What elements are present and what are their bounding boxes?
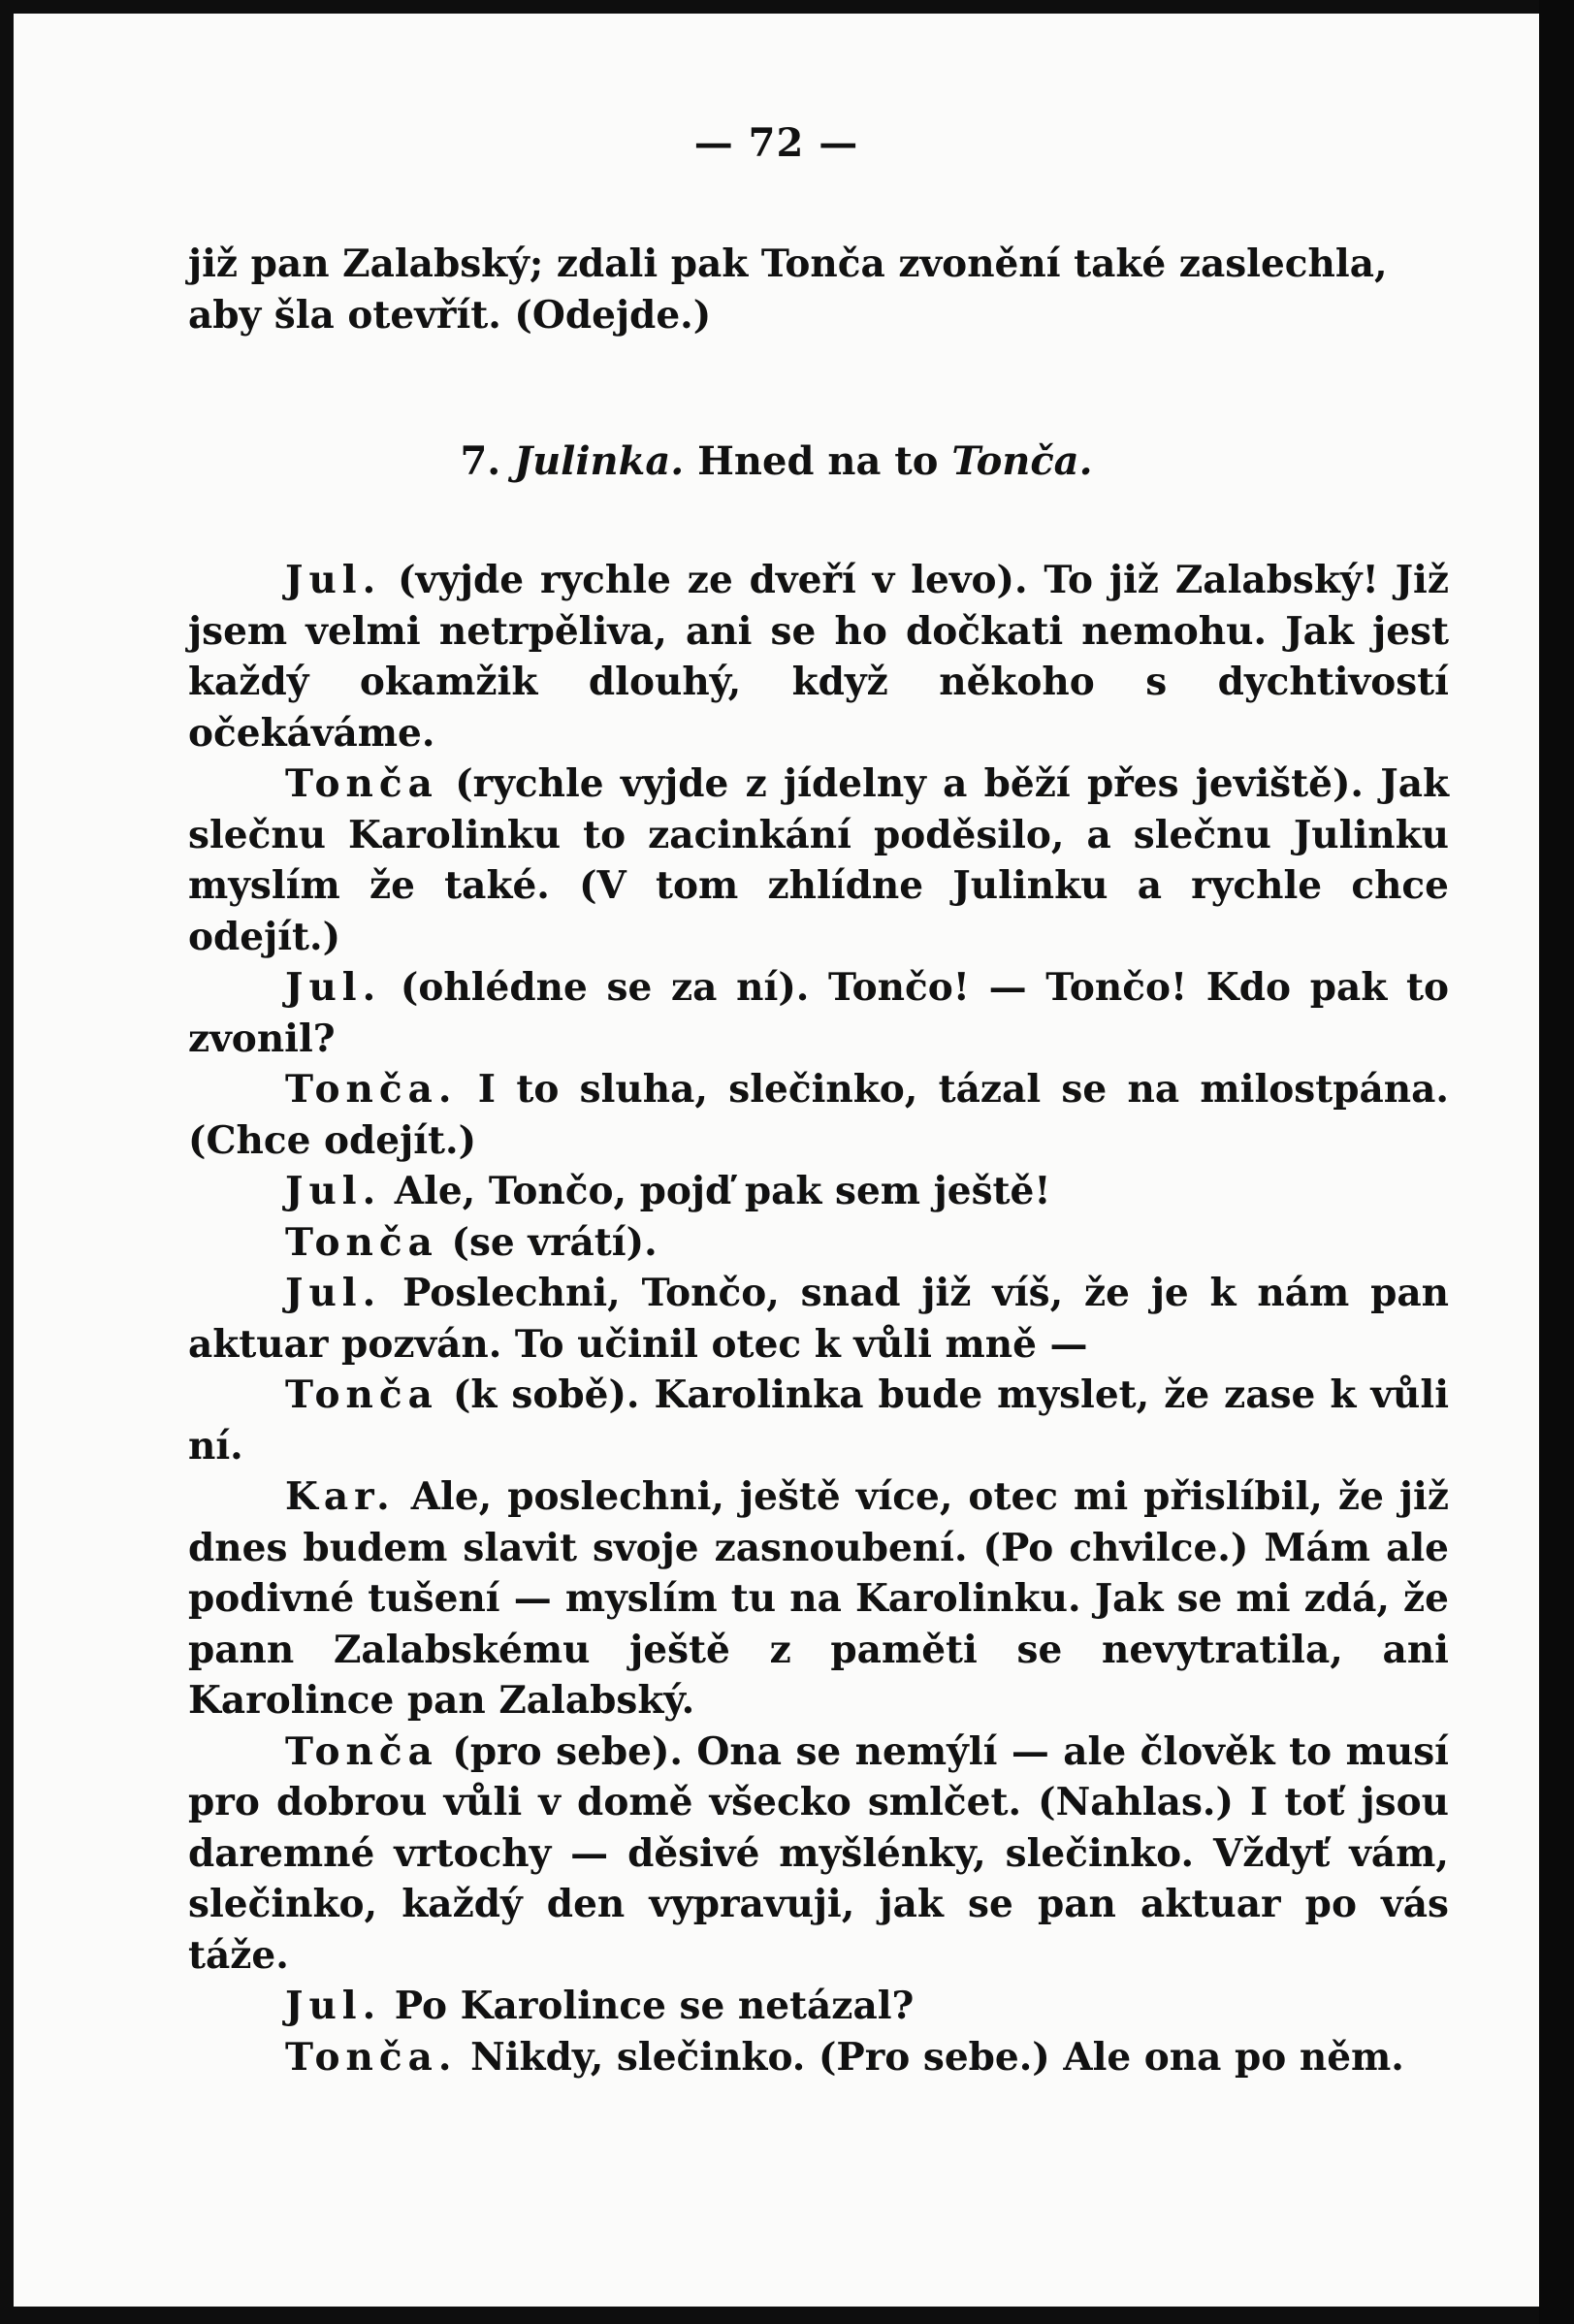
scene-character-2: Tonča. [951,438,1093,484]
book-page [14,14,1539,2307]
dialogue-paragraph [188,1268,1449,1370]
dialogue-text: Nikdy, slečinko. (Pro sebe.) Ale ona po něm. [470,2034,1404,2080]
intro-line-2: aby šla otevřít. (Odejde.) [188,292,712,338]
speaker-name: Kar. [285,1474,396,1519]
speaker-name: Jul. [285,1984,382,2028]
dialogue-paragraph [188,1471,1449,1727]
dialogue-paragraph [188,759,1449,962]
dialogue-text: (pro sebe). Ona se nemýlí — ale člověk to musí pro dobrou vůli v domě všecko smlčet. (Nahlas.) I toť jsou daremné vrtochy — děsivé myšlénky, slečinko. Vždyť vám, slečinko, každý den vypravuji, jak se pan aktuar po vás táže. [188,1728,1449,1978]
dialogue-text: (rychle vyjde z jídelny a běží přes jeviště). Jak slečnu Karolinku to zacinkání poděsilo, a slečnu Julinku myslím že také. (V tom zhlídne Julinku a rychle chce odejít.) [188,761,1449,959]
intro-line-1: již pan Zalabský; zdali pak Tonča zvonění také zaslechla, [188,242,1388,286]
speaker-name: Jul. [285,1169,382,1213]
speaker-name: Tonča. [285,1067,458,1112]
dialogue-paragraph [188,1370,1449,1471]
dialogue-paragraph [188,1981,1449,2032]
dialogue-text: (se vrátí). [451,1219,658,1265]
dialogue-paragraph [188,1727,1449,1982]
dialogue-paragraph [188,1166,1449,1217]
intro-text [188,239,1449,340]
dialogue-paragraph [188,962,1449,1064]
speaker-name: Jul. [285,965,382,1010]
speaker-name: Jul. [285,558,382,602]
scene-transition: Hned na to [697,438,939,484]
dialogue-text: Ale, poslechni, ještě více, otec mi přislíbil, že již dnes budem slavit svoje zasnoubení. (Po chvilce.) Mám ale podivné tušení — myslím tu na Karolinku. Jak se mi zdá, že pann Zalabskému ještě z paměti se nevytratila, ani Karolince pan Zalabský. [188,1474,1449,1723]
dialogue-text: (vyjde rychle ze dveří v levo). To již Zalabský! Již jsem velmi netrpěliva, ani se ho dočkati nemohu. Jak jest každý okamžik dlouhý, když někoho s dychtivostí očekáváme. [188,558,1450,756]
dialogue-text: (ohlédne se za ní). Tončo! — Tončo! Kdo pak to zvonil? [188,965,1449,1061]
dialogue-paragraph [188,1217,1449,1269]
speaker-name: Tonča [285,1728,438,1774]
dialogue-block [188,555,1449,2082]
scene-character-1: Julinka. [514,438,685,484]
dialogue-text: Ale, Tončo, pojď pak sem ještě! [394,1169,1051,1213]
dialogue-paragraph [188,1064,1449,1166]
dialogue-text: Po Karolince se netázal? [394,1984,915,2028]
scene-heading [14,438,1539,484]
speaker-name: Tonča [285,761,438,806]
page-number: — 72 — [693,120,859,166]
speaker-name: Tonča [285,1219,438,1265]
dialogue-text: (k sobě). Karolinka bude myslet, že zase k vůli ní. [188,1372,1450,1469]
page-edge-shadow [1539,0,1574,2324]
speaker-name: Jul. [285,1271,382,1315]
dialogue-paragraph [188,555,1449,759]
dialogue-paragraph [188,2032,1449,2083]
dialogue-text: Poslechni, Tončo, snad již víš, že je k nám pan aktuar pozván. To učinil otec k vůli mně — [188,1271,1449,1367]
dialogue-text: I to sluha, slečinko, tázal se na milostpána. (Chce odejít.) [188,1067,1449,1163]
scene-number: 7. [460,438,501,484]
speaker-name: Tonča [285,1372,438,1417]
speaker-name: Tonča. [285,2034,458,2080]
